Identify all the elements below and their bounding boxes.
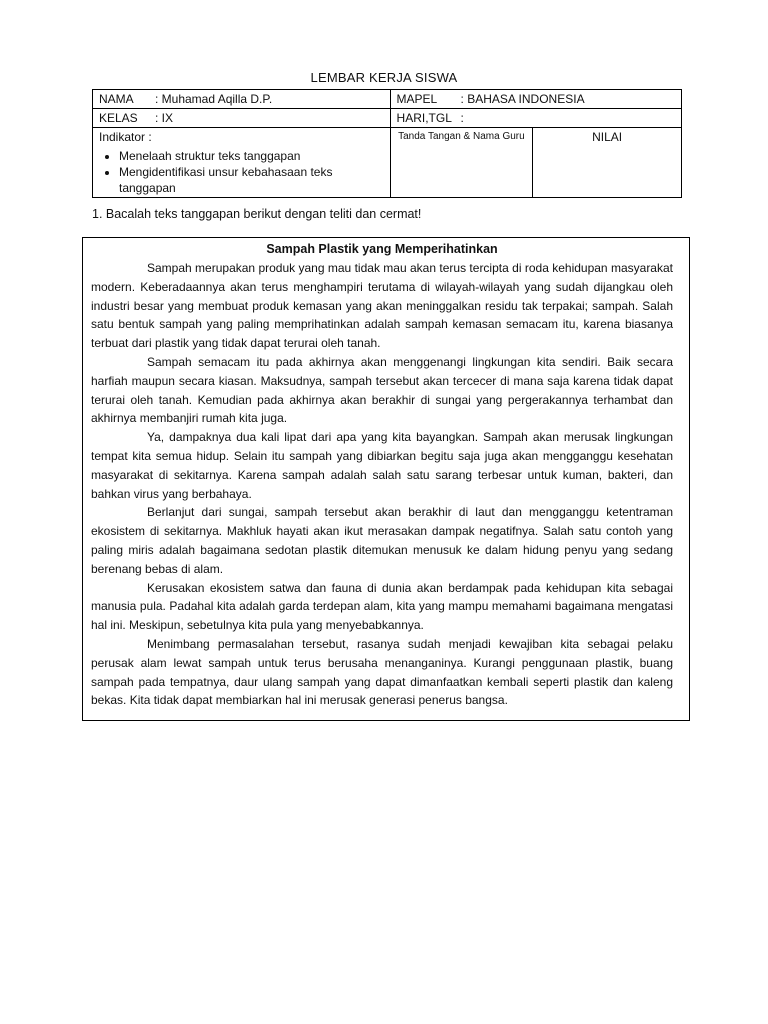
mapel-label: MAPEL: [396, 92, 438, 106]
student-info-table: [92, 89, 682, 198]
haritgl-label: HARI,TGL: [396, 111, 452, 125]
table-row: [93, 128, 682, 198]
haritgl-cell: [390, 109, 681, 128]
indikator-label: Indikator :: [99, 130, 152, 144]
indikator-list: [99, 148, 384, 196]
article-paragraph: Ya, dampaknya dua kali lipat dari apa yang kita bayangkan. Sampah akan merusak lingkungan tempat kita semua hidup. Selain itu sampah yang dibiarkan begitu saja juga akan mengganggu kesehatan masyarakat di sekitarnya. Karena sampah adalah salah satu sarang terbesar untuk kuman, bakteri, dan bahkan virus yang berbahaya.: [91, 430, 673, 501]
signature-label: Tanda Tangan & Nama Guru: [398, 131, 525, 142]
article-paragraph: Sampah merupakan produk yang mau tidak mau akan terus tercipta di roda kehidupan masyarakat modern. Keberadaannya akan terus menghampiri terutama di wilayah-wilayah yang sudah dijangkau oleh industri besar yang membuat produk kemasan yang akan meninggalkan residu tak terpakai; sampah. Salah satu bentuk sampah yang paling memprihatinkan adalah sampah kemasan semacam itu, karena biasanya terbuat dari plastik yang tidak dapat terurai oleh tanah.: [91, 261, 673, 351]
kelas-value: : IX: [155, 111, 174, 125]
signature-cell: [390, 128, 533, 198]
haritgl-value: :: [460, 111, 464, 125]
nama-value: : Muhamad Aqilla D.P.: [155, 92, 273, 106]
table-row: [93, 109, 682, 128]
nama-cell: [93, 90, 391, 109]
mapel-value: : BAHASA INDONESIA: [460, 92, 585, 106]
article-paragraph: Berlanjut dari sungai, sampah tersebut akan berakhir di laut dan mengganggu ketentraman ekosistem di sekitarnya. Makhluk hayati akan ikut merasakan dampak negatifnya. Salah satu contoh yang paling miris adalah bagaimana sedotan plastik ditemukan menusuk ke dalam hidung penyu yang sedang berenang bebas di alam.: [91, 505, 673, 576]
article-paragraph: Menimbang permasalahan tersebut, rasanya sudah menjadi kewajiban kita sebagai pelaku perusak alam lewat sampah untuk terus berusaha menanganinya. Kurangi penggunaan plastik, buang sampah pada tempatnya, daur ulang sampah yang dapat dimanfaatkan kembali seperti plastik dan kaleng bekas. Kita tidak dapat membiarkan hal ini merusak generasi penerus bangsa.: [91, 636, 673, 708]
list-item: • Mengidentifikasi unsur kebahasaan teks tanggapan: [119, 164, 384, 196]
table-row: [93, 90, 682, 109]
kelas-label: KELAS: [99, 111, 138, 125]
kelas-cell: [93, 109, 391, 128]
instruction-text: 1. Bacalah teks tanggapan berikut dengan teliti dan cermat!: [92, 207, 422, 221]
nilai-label: NILAI: [592, 130, 623, 144]
nama-label: NAMA: [99, 92, 134, 106]
article-title: Sampah Plastik yang Memperihatinkan: [266, 242, 498, 256]
article-box: [82, 237, 690, 721]
article-paragraph: Kerusakan ekosistem satwa dan fauna di dunia akan berdampak pada kehidupan kita sebagai manusia pula. Padahal kita adalah garda terdepan alam, kita yang mampu memahami bagaimana mengatasi hal ini. Meskipun, sebetulnya kita pula yang menyebabkannya.: [91, 580, 673, 633]
list-item: • Menelaah struktur teks tanggapan: [119, 148, 384, 164]
indikator-cell: [93, 128, 391, 198]
article-paragraph: Sampah semacam itu pada akhirnya akan menggenangi lingkungan kita sendiri. Baik secara harfiah maupun secara kiasan. Maksudnya, sampah tersebut akan tercecer di mana saja karena tidak dapat terurai oleh tanah. Kemudian pada akhirnya akan berakhir di sungai yang pergerakannya terhambat dan akhirnya membanjiri rumah kita juga.: [91, 354, 673, 426]
page-title: LEMBAR KERJA SISWA: [310, 70, 458, 85]
nilai-cell: [533, 128, 682, 198]
mapel-cell: [390, 90, 681, 109]
